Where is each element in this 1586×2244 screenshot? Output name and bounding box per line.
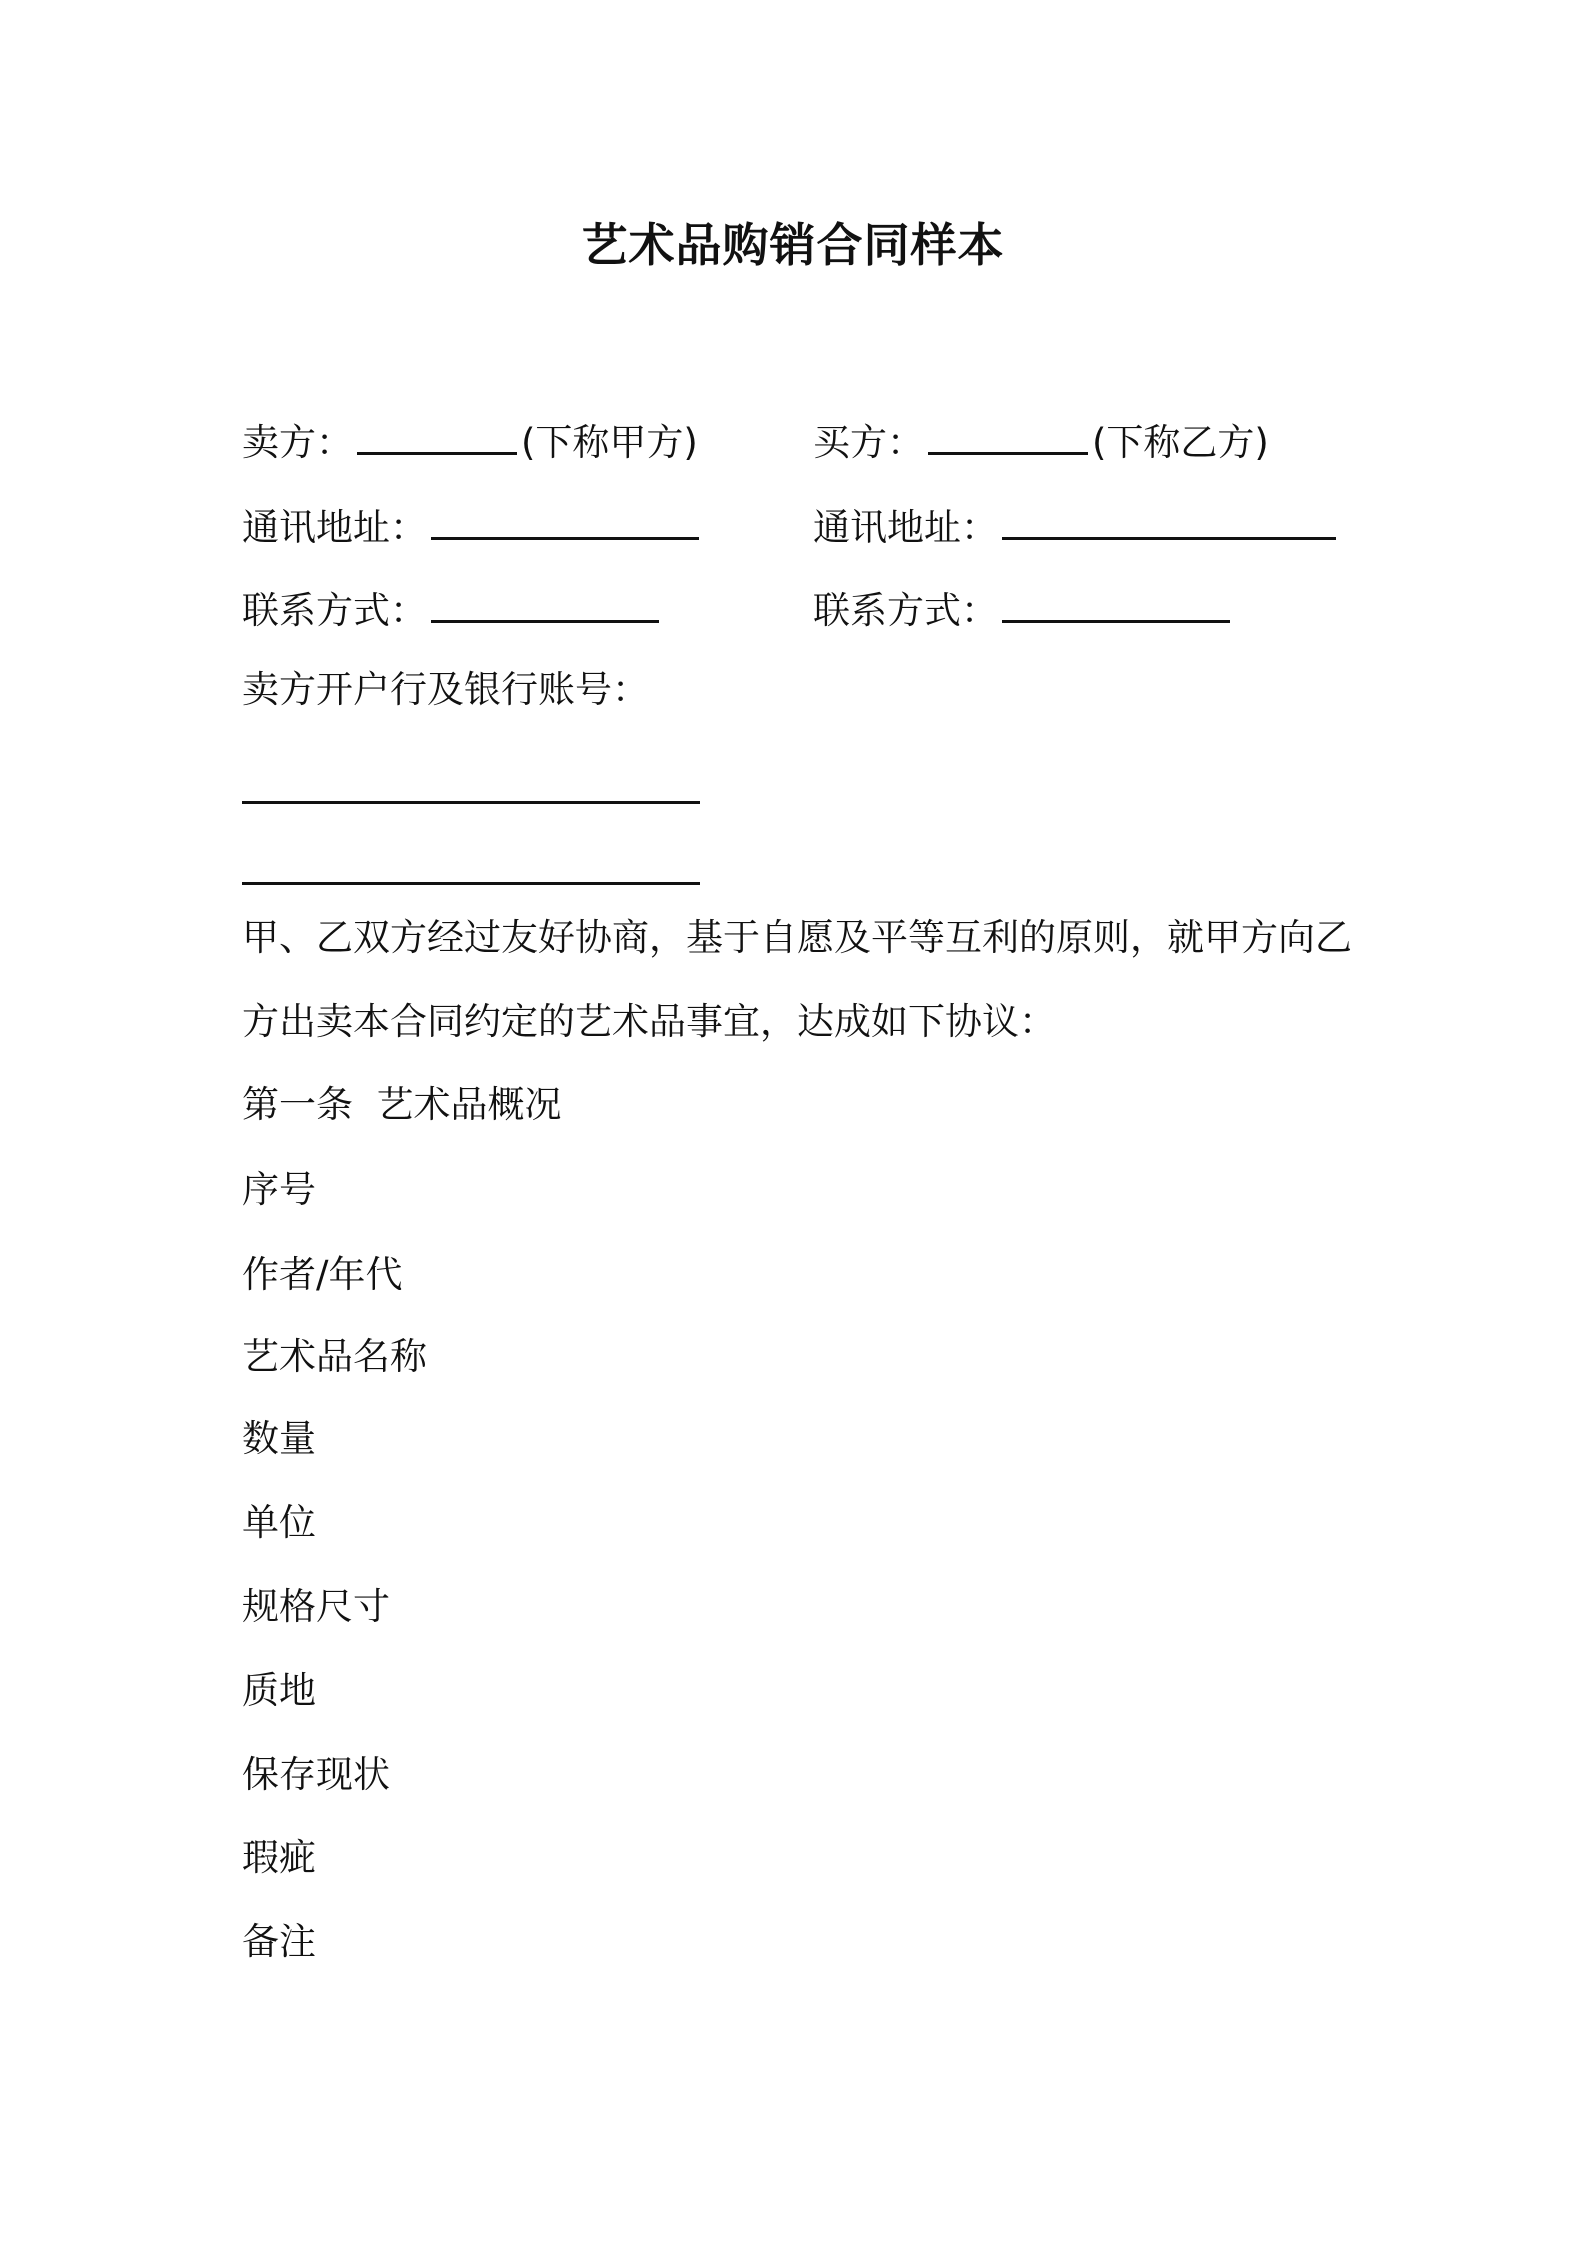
buyer-contact-label: 联系方式： (813, 589, 998, 632)
seller-suffix: (下称甲方) (521, 421, 698, 464)
bank-blank-2 (242, 852, 700, 885)
field-artwork-name: 艺术品名称 (242, 1335, 427, 1378)
buyer-name-blank (928, 422, 1088, 455)
seller-contact-blank (431, 590, 659, 623)
buyer-address-blank (1002, 507, 1336, 540)
intro-line-1: 甲、乙双方经过友好协商，基于自愿及平等互利的原则，就甲方向乙 (242, 916, 1352, 959)
buyer-address-line (813, 503, 1340, 553)
field-author-era: 作者/年代 (242, 1253, 403, 1296)
seller-label: 卖方： (242, 421, 353, 464)
buyer-line (813, 418, 1269, 468)
field-remarks: 备注 (242, 1920, 316, 1963)
seller-address-label: 通讯地址： (242, 506, 427, 549)
document-title: 艺术品购销合同样本 (581, 218, 1005, 272)
buyer-address-label: 通讯地址： (813, 506, 998, 549)
field-condition: 保存现状 (242, 1753, 390, 1796)
field-serial-number: 序号 (242, 1168, 316, 1211)
seller-contact-line (242, 586, 663, 636)
buyer-suffix: (下称乙方) (1092, 421, 1269, 464)
seller-address-line (242, 503, 703, 553)
seller-name-blank (357, 422, 517, 455)
field-defects: 瑕疵 (242, 1836, 316, 1879)
seller-contact-label: 联系方式： (242, 589, 427, 632)
bank-blank-line-2 (242, 848, 700, 898)
article-1-heading: 第一条 艺术品概况 (242, 1083, 562, 1126)
field-material: 质地 (242, 1669, 316, 1712)
field-quantity: 数量 (242, 1417, 316, 1460)
buyer-label: 买方： (813, 421, 924, 464)
field-dimensions: 规格尺寸 (242, 1585, 390, 1628)
seller-line (242, 418, 698, 468)
bank-label: 卖方开户行及银行账号： (242, 668, 649, 711)
bank-blank-1 (242, 771, 700, 804)
bank-blank-line-1 (242, 767, 700, 817)
buyer-contact-blank (1002, 590, 1230, 623)
field-unit: 单位 (242, 1501, 316, 1544)
intro-line-2: 方出卖本合同约定的艺术品事宜，达成如下协议： (242, 1000, 1056, 1043)
seller-address-blank (431, 507, 699, 540)
buyer-contact-line (813, 586, 1234, 636)
